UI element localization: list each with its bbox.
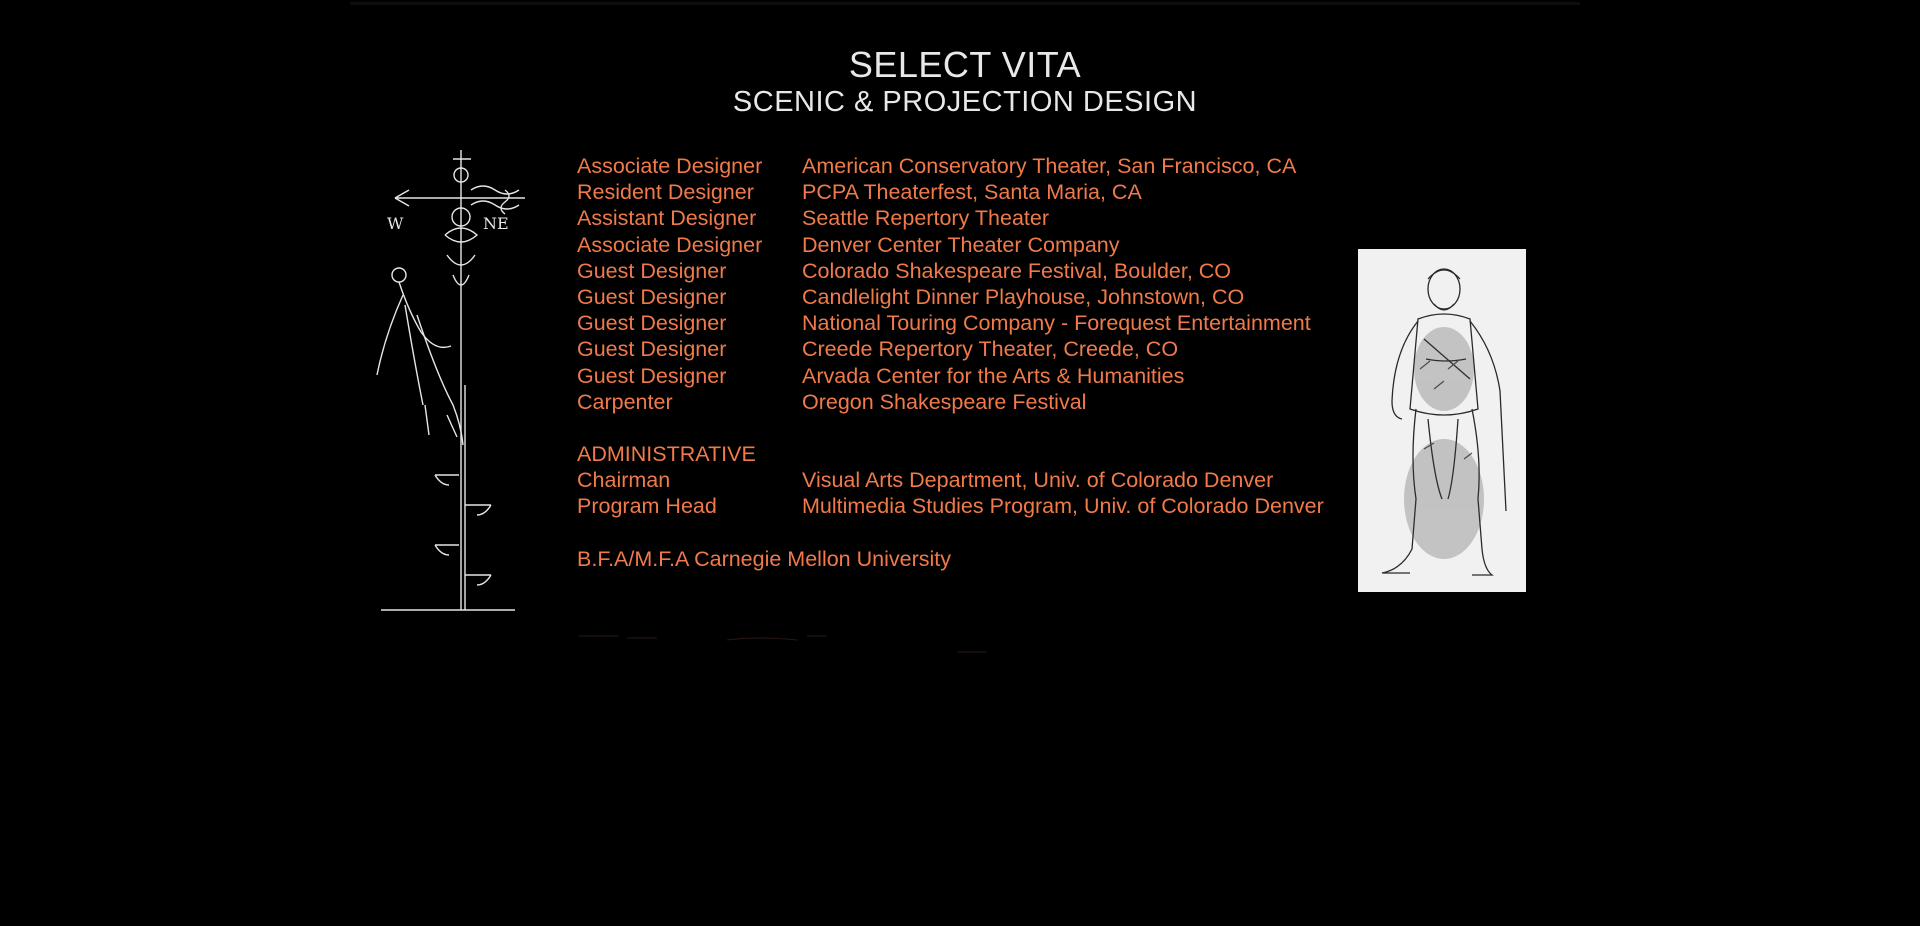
costume-sketch-image [1354,249,1528,594]
spacer [577,520,1324,546]
position-role: Associate Designer [577,232,763,257]
page-subtitle: SCENIC & PROJECTION DESIGN [732,86,1198,118]
position-row [577,205,1324,231]
faint-sketch-fragment [577,628,1007,658]
position-row [577,258,1324,284]
top-border [350,2,1580,5]
position-role: Associate Designer [577,154,763,178]
position-organization: Colorado Shakespeare Festival, Boulder, CO [802,258,1232,283]
position-role: Resident Designer [577,180,754,205]
position-row [577,232,1324,258]
position-role: Guest Designer [577,258,727,283]
position-organization: Creede Repertory Theater, Creede, CO [802,337,1179,362]
position-organization: Oregon Shakespeare Festival [802,389,1087,414]
administrative-heading: ADMINISTRATIVE [577,442,756,467]
position-organization: PCPA Theaterfest, Santa Maria, CA [802,180,1142,205]
admin-organization: Visual Arts Department, Univ. of Colorado Denver [802,468,1274,493]
weathervane-sketch-image [375,145,540,615]
position-organization: Seattle Repertory Theater [802,206,1049,231]
admin-organization: Multimedia Studies Program, Univ. of Colorado Denver [802,494,1324,519]
position-role: Guest Designer [577,311,727,336]
page-title: SELECT VITA [848,44,1082,85]
position-row [577,310,1324,336]
position-role: Guest Designer [577,284,727,309]
position-role: Guest Designer [577,337,727,362]
admin-role: Chairman [577,468,671,493]
position-row [577,153,1324,179]
vita-list [577,153,1324,572]
position-row [577,179,1324,205]
admin-row [577,467,1324,493]
admin-role: Program Head [577,494,717,519]
position-organization: National Touring Company - Forequest Entertainment [802,311,1311,336]
position-row [577,284,1324,310]
education-line: B.F.A/M.F.A Carnegie Mellon University [577,546,951,571]
position-organization: Denver Center Theater Company [802,232,1120,257]
position-row [577,336,1324,362]
position-organization: Arvada Center for the Arts & Humanities [802,363,1185,388]
position-role: Guest Designer [577,363,727,388]
svg-text:NE: NE [483,214,509,233]
spacer [577,415,1324,441]
position-role: Assistant Designer [577,206,757,231]
position-organization: American Conservatory Theater, San Francisco, CA [802,154,1297,178]
position-row [577,389,1324,415]
svg-text:W: W [387,214,404,233]
position-role: Carpenter [577,389,673,414]
admin-row [577,493,1324,519]
position-organization: Candlelight Dinner Playhouse, Johnstown, CO [802,284,1245,309]
position-row [577,363,1324,389]
